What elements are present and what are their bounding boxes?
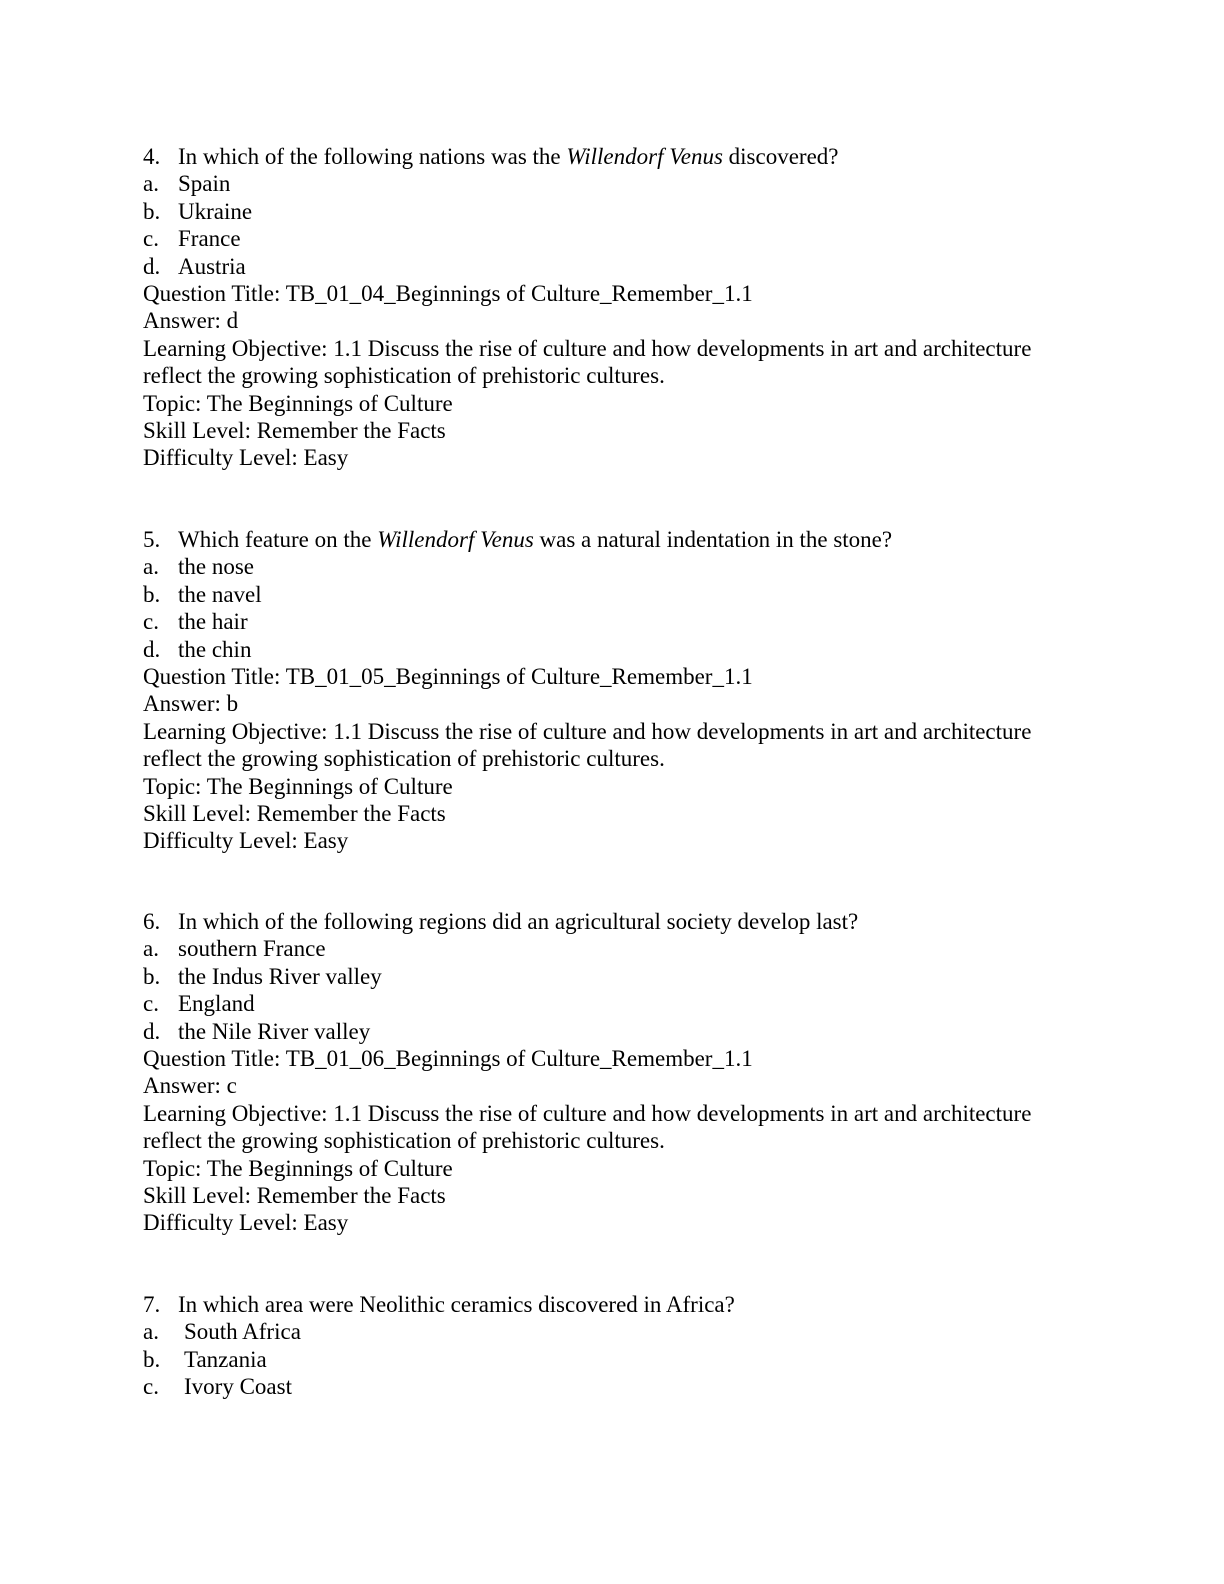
stem-text: In which area were Neolithic ceramics discovered in Africa? bbox=[178, 1292, 735, 1317]
option-letter: d. bbox=[143, 636, 161, 662]
answer: Answer: b bbox=[143, 691, 239, 717]
option-text: the chin bbox=[178, 636, 252, 662]
learning-objective-line-1: Learning Objective: 1.1 Discuss the rise of culture and how developments in art and architecture bbox=[143, 718, 1032, 744]
learning-objective-line-1: Learning Objective: 1.1 Discuss the rise of culture and how developments in art and architecture bbox=[143, 335, 1032, 361]
difficulty-level: Difficulty Level: Easy bbox=[143, 1210, 349, 1236]
question-6 bbox=[143, 908, 1083, 1237]
option-d bbox=[143, 1018, 1083, 1045]
topic: Topic: The Beginnings of Culture bbox=[143, 1155, 453, 1181]
option-letter: d. bbox=[143, 253, 161, 279]
option-d bbox=[143, 636, 1083, 663]
option-text: the Indus River valley bbox=[178, 963, 382, 989]
option-b bbox=[143, 581, 1083, 608]
option-text: the Nile River valley bbox=[178, 1018, 371, 1044]
option-text: Spain bbox=[178, 171, 231, 197]
option-c bbox=[143, 225, 1083, 252]
question-stem bbox=[143, 908, 1083, 935]
option-a bbox=[143, 935, 1083, 962]
option-text: southern France bbox=[178, 936, 326, 962]
option-letter: a. bbox=[143, 554, 159, 580]
question-stem bbox=[143, 526, 1083, 553]
option-letter: a. bbox=[143, 1319, 159, 1345]
option-text: Ukraine bbox=[178, 198, 253, 224]
stem-text: Which feature on the bbox=[178, 527, 378, 552]
difficulty-level: Difficulty Level: Easy bbox=[143, 445, 349, 471]
topic: Topic: The Beginnings of Culture bbox=[143, 773, 453, 799]
question-title: Question Title: TB_01_06_Beginnings of Culture_Remember_1.1 bbox=[143, 1045, 753, 1071]
option-text: Ivory Coast bbox=[184, 1374, 292, 1400]
question-5 bbox=[143, 526, 1083, 855]
skill-level: Skill Level: Remember the Facts bbox=[143, 417, 446, 443]
question-number: 7. bbox=[143, 1292, 161, 1317]
option-letter: a. bbox=[143, 936, 159, 962]
option-a bbox=[143, 1318, 1083, 1345]
question-stem bbox=[143, 143, 1083, 170]
option-letter: a. bbox=[143, 171, 159, 197]
stem-text-end: was a natural indentation in the stone? bbox=[533, 527, 893, 552]
question-4 bbox=[143, 143, 1083, 472]
question-7 bbox=[143, 1291, 1083, 1401]
option-letter: c. bbox=[143, 226, 159, 252]
question-number: 6. bbox=[143, 909, 161, 934]
option-text: South Africa bbox=[184, 1319, 301, 1345]
question-title: Question Title: TB_01_04_Beginnings of Culture_Remember_1.1 bbox=[143, 280, 753, 306]
option-letter: d. bbox=[143, 1018, 161, 1044]
option-d bbox=[143, 253, 1083, 280]
learning-objective-line-2: reflect the growing sophistication of prehistoric cultures. bbox=[143, 363, 665, 389]
option-text: the navel bbox=[178, 581, 262, 607]
option-b bbox=[143, 1346, 1083, 1373]
skill-level: Skill Level: Remember the Facts bbox=[143, 1182, 446, 1208]
option-b bbox=[143, 963, 1083, 990]
option-text: the nose bbox=[178, 554, 255, 580]
option-c bbox=[143, 608, 1083, 635]
option-letter: c. bbox=[143, 609, 159, 635]
stem-text-end: discovered? bbox=[722, 144, 839, 169]
option-text: England bbox=[178, 991, 255, 1017]
skill-level: Skill Level: Remember the Facts bbox=[143, 800, 446, 826]
option-a bbox=[143, 170, 1083, 197]
question-stem bbox=[143, 1291, 1083, 1318]
option-text: Tanzania bbox=[184, 1346, 267, 1372]
stem-text: In which of the following regions did an agricultural society develop last? bbox=[178, 909, 859, 934]
option-text: the hair bbox=[178, 609, 248, 635]
option-letter: b. bbox=[143, 963, 161, 989]
option-letter: b. bbox=[143, 1346, 161, 1372]
question-title: Question Title: TB_01_05_Beginnings of Culture_Remember_1.1 bbox=[143, 663, 753, 689]
topic: Topic: The Beginnings of Culture bbox=[143, 390, 453, 416]
option-b bbox=[143, 198, 1083, 225]
difficulty-level: Difficulty Level: Easy bbox=[143, 828, 349, 854]
answer: Answer: c bbox=[143, 1073, 237, 1099]
learning-objective-line-1: Learning Objective: 1.1 Discuss the rise of culture and how developments in art and architecture bbox=[143, 1100, 1032, 1126]
question-number: 5. bbox=[143, 527, 161, 552]
stem-italic-text: Willendorf Venus bbox=[377, 527, 534, 552]
option-letter: c. bbox=[143, 991, 159, 1017]
option-letter: b. bbox=[143, 581, 161, 607]
question-number: 4. bbox=[143, 144, 161, 169]
stem-italic-text: Willendorf Venus bbox=[566, 144, 723, 169]
option-c bbox=[143, 990, 1083, 1017]
option-a bbox=[143, 553, 1083, 580]
learning-objective-line-2: reflect the growing sophistication of prehistoric cultures. bbox=[143, 1128, 665, 1154]
option-letter: c. bbox=[143, 1374, 159, 1400]
option-text: France bbox=[178, 226, 241, 252]
learning-objective-line-2: reflect the growing sophistication of prehistoric cultures. bbox=[143, 746, 665, 772]
option-text: Austria bbox=[178, 253, 246, 279]
stem-text: In which of the following nations was the bbox=[178, 144, 567, 169]
answer: Answer: d bbox=[143, 308, 239, 334]
option-letter: b. bbox=[143, 198, 161, 224]
option-c bbox=[143, 1373, 1083, 1400]
